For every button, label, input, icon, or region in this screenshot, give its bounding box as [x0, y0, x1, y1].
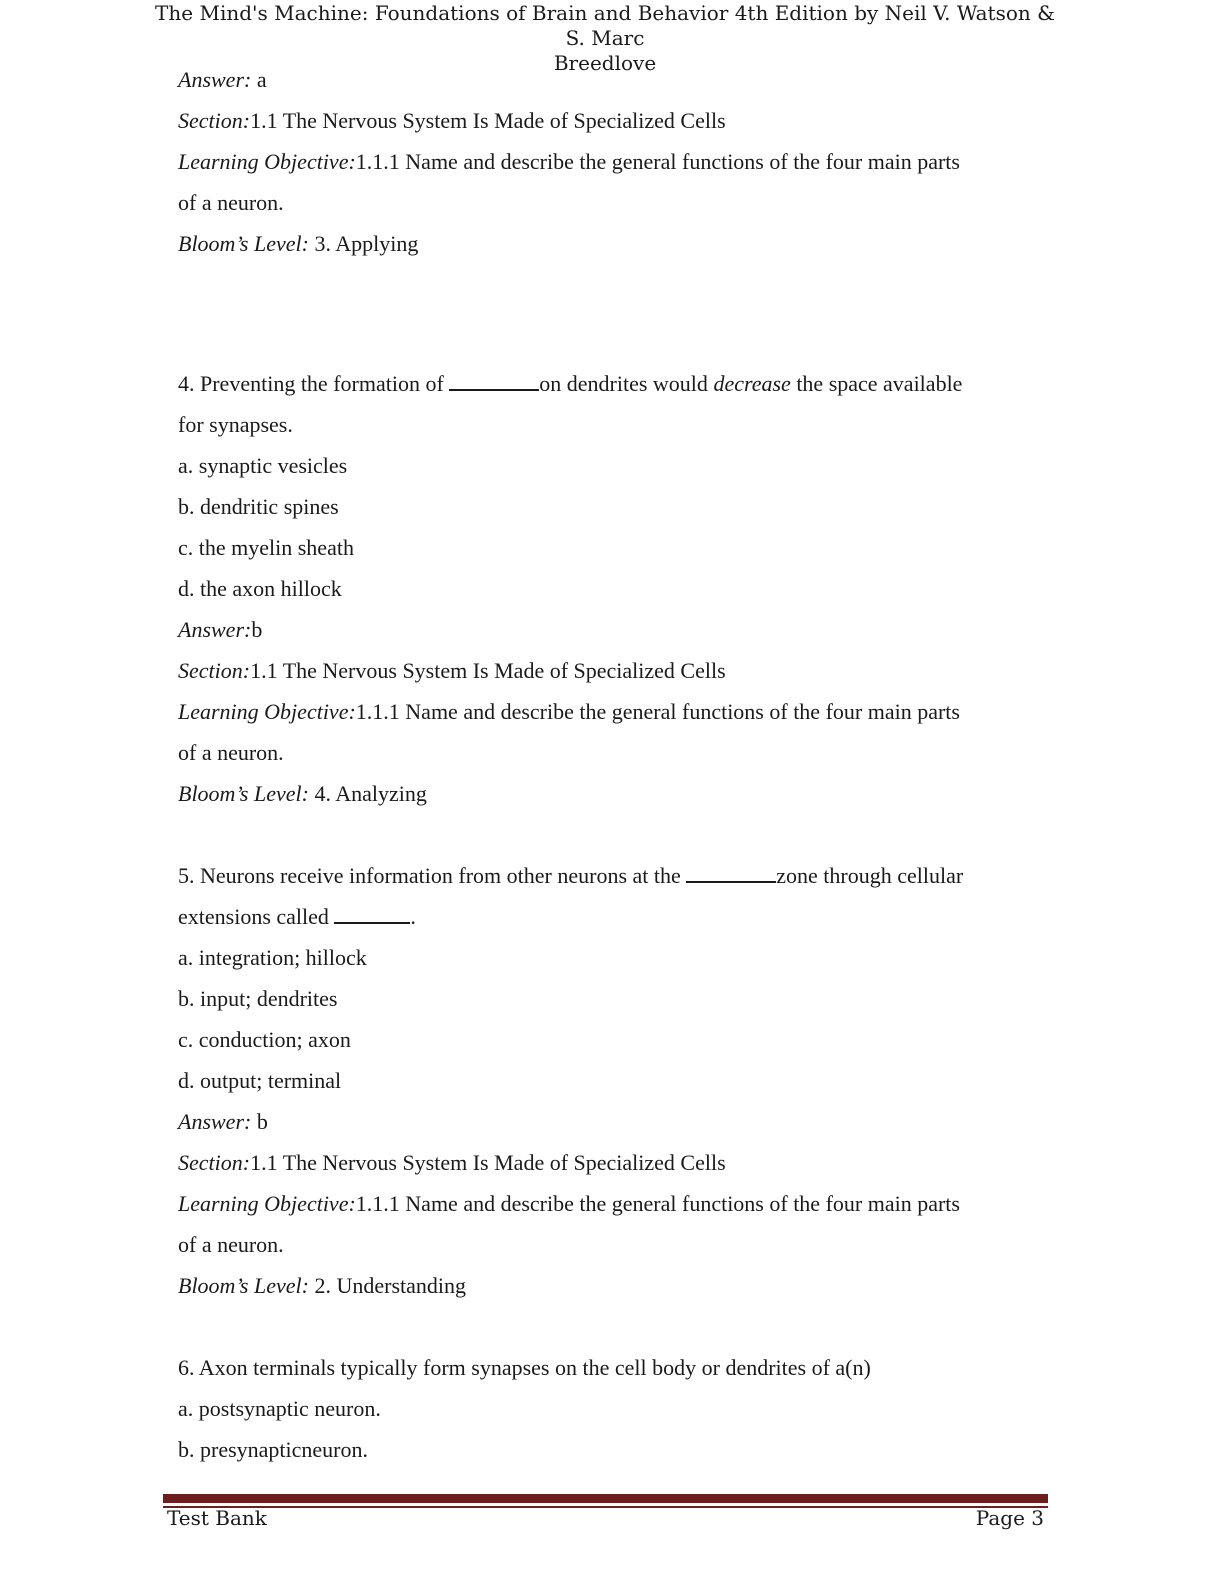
q4-stem	[178, 363, 1048, 404]
q5-objective	[178, 1183, 1048, 1224]
q4-option: b. dendritic spines	[178, 494, 339, 519]
q4-option: a. synaptic vesicles	[178, 453, 348, 478]
answer-value: b	[251, 617, 263, 642]
answer-label: Answer:	[178, 1109, 252, 1134]
footer-rule-thin	[163, 1506, 1048, 1508]
q4-option: c. the myelin sheath	[178, 535, 354, 560]
q6-option: a. postsynaptic neuron.	[178, 1396, 381, 1421]
fill-in-blank	[686, 863, 776, 883]
spacer	[178, 1306, 1048, 1347]
q5-stem-text: .	[410, 904, 416, 929]
section-label: Section:	[178, 658, 251, 683]
page-number: Page 3	[975, 1506, 1044, 1530]
q5-section	[178, 1142, 1048, 1183]
objective-label: Learning Objective:	[178, 149, 356, 174]
section-label: Section:	[178, 108, 251, 133]
q5-option: d. output; terminal	[178, 1068, 342, 1093]
bloom-label: Bloom’s Level:	[178, 1273, 309, 1298]
q4-objective-cont: of a neuron.	[178, 740, 284, 765]
section-label: Section:	[178, 1150, 251, 1175]
q4-objective	[178, 691, 1048, 732]
fill-in-blank	[449, 371, 539, 391]
bloom-value: 4. Analyzing	[308, 781, 427, 806]
q5-stem-text: 5. Neurons receive information from other neurons at the	[178, 863, 687, 888]
spacer	[178, 264, 1048, 363]
q5-stem-text: extensions called	[178, 904, 335, 929]
fill-in-blank	[334, 904, 410, 924]
footer-label: Test Bank	[167, 1506, 267, 1530]
answer-value: a	[251, 67, 267, 92]
answer-label: Answer:	[178, 67, 252, 92]
q4-bloom	[178, 773, 1048, 814]
q5-option: a. integration; hillock	[178, 945, 367, 970]
q4-stem-cont: for synapses.	[178, 412, 293, 437]
objective-value: 1.1.1 Name and describe the general functions of the four main parts	[355, 699, 960, 724]
q5-option: b. input; dendrites	[178, 986, 338, 1011]
answer-value: b	[251, 1109, 268, 1134]
bloom-value: 2. Understanding	[308, 1273, 466, 1298]
q3-answer	[178, 59, 1048, 100]
q3-section	[178, 100, 1048, 141]
q5-option: c. conduction; axon	[178, 1027, 351, 1052]
q5-bloom	[178, 1265, 1048, 1306]
bloom-label: Bloom’s Level:	[178, 231, 309, 256]
section-value: 1.1 The Nervous System Is Made of Specialized Cells	[250, 1150, 726, 1175]
spacer	[178, 814, 1048, 855]
page-content	[178, 59, 1048, 1470]
section-value: 1.1 The Nervous System Is Made of Specialized Cells	[250, 108, 726, 133]
q4-option: d. the axon hillock	[178, 576, 342, 601]
objective-label: Learning Objective:	[178, 1191, 356, 1216]
q5-stem-cont	[178, 896, 1048, 937]
section-value: 1.1 The Nervous System Is Made of Specialized Cells	[250, 658, 726, 683]
header-title-line-1: The Mind's Machine: Foundations of Brain and Behavior 4th Edition by Neil V. Watson & S. Marc	[155, 1, 1055, 50]
answer-label: Answer:	[178, 617, 252, 642]
q3-bloom	[178, 223, 1048, 264]
bloom-value: 3. Applying	[308, 231, 419, 256]
q6-stem: 6. Axon terminals typically form synapses on the cell body or dendrites of a(n)	[178, 1355, 871, 1380]
q3-objective	[178, 141, 1048, 182]
q5-stem	[178, 855, 1048, 896]
q4-answer	[178, 609, 1048, 650]
objective-value: 1.1.1 Name and describe the general functions of the four main parts	[355, 149, 960, 174]
q4-stem-text: 4. Preventing the formation of	[178, 371, 450, 396]
q3-objective-cont: of a neuron.	[178, 190, 284, 215]
footer-rule	[163, 1494, 1048, 1503]
q4-stem-text: on dendrites would	[539, 371, 714, 396]
objective-label: Learning Objective:	[178, 699, 356, 724]
header-title-line-2: Breedlove	[553, 51, 657, 75]
objective-value: 1.1.1 Name and describe the general functions of the four main parts	[355, 1191, 960, 1216]
bloom-label: Bloom’s Level:	[178, 781, 309, 806]
q5-objective-cont: of a neuron.	[178, 1232, 284, 1257]
q4-stem-text: the space available	[790, 371, 963, 396]
q4-section	[178, 650, 1048, 691]
q5-answer	[178, 1101, 1048, 1142]
q6-option: b. presynapticneuron.	[178, 1437, 368, 1462]
q4-stem-emphasis: decrease	[713, 371, 791, 396]
q5-stem-text: zone through cellular	[776, 863, 964, 888]
